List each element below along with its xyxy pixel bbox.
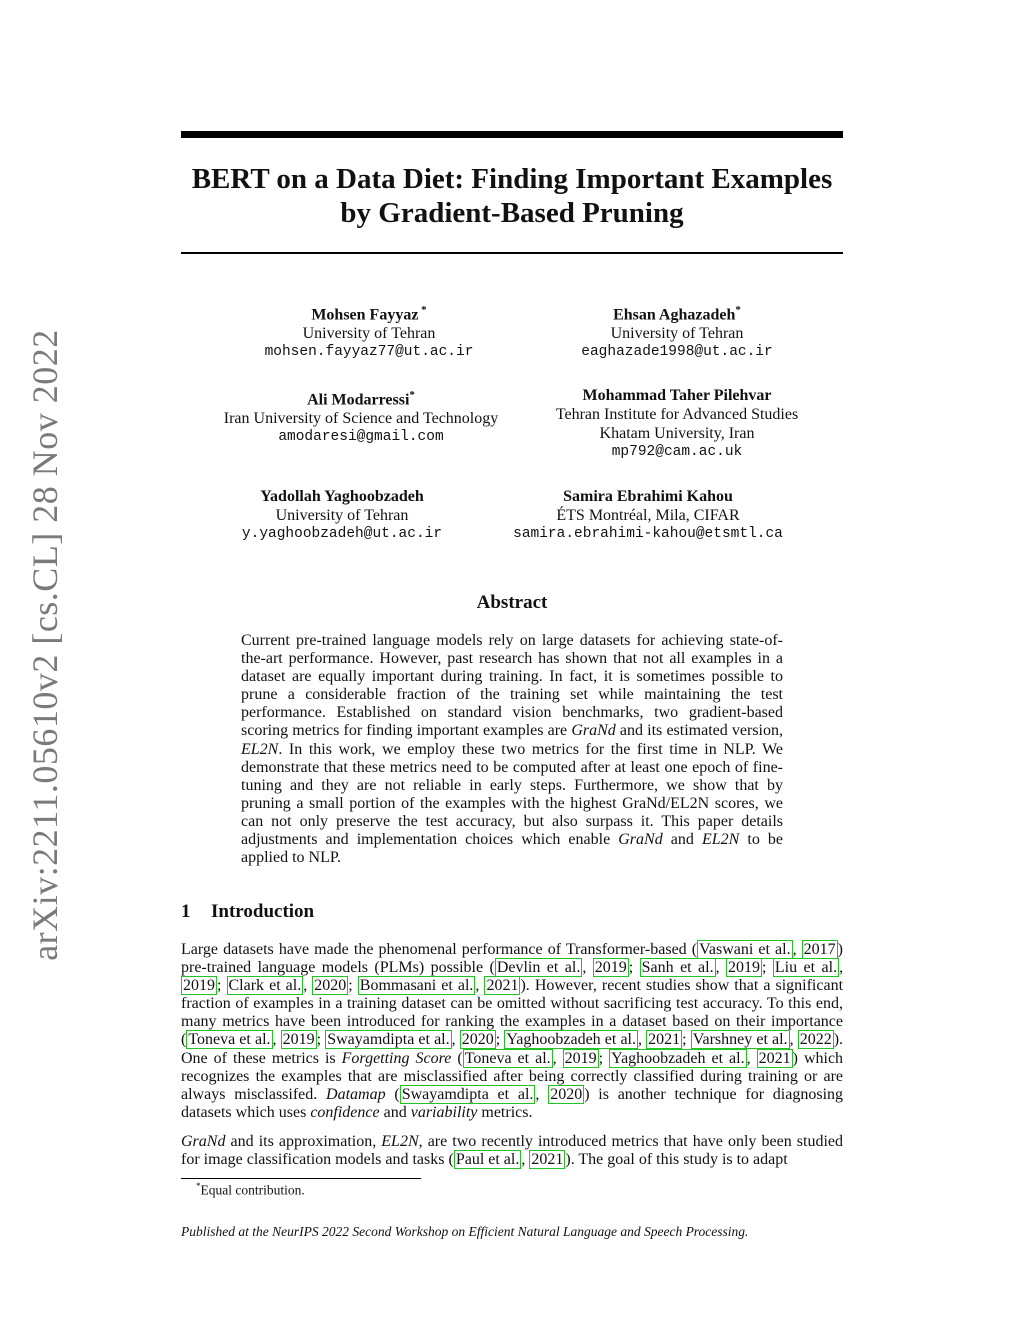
- author-block: [219, 301, 519, 362]
- author-email: y.yaghoobzadeh@ut.ac.ir: [241, 526, 443, 542]
- citation-link[interactable]: Clark et al.: [228, 977, 302, 995]
- paper-title: [181, 162, 843, 230]
- author-name: Ehsan Aghazadeh*: [613, 304, 741, 324]
- citation-link[interactable]: 2019: [594, 959, 627, 977]
- citation-link[interactable]: 2021: [648, 1031, 681, 1049]
- title-line-2: by Gradient-Based Pruning: [340, 197, 684, 229]
- author-affiliation: Tehran Institute for Advanced Studies: [555, 406, 799, 423]
- author-block: [527, 386, 827, 462]
- citation-link[interactable]: Yaghoobzadeh et al.: [506, 1031, 636, 1049]
- citation-link[interactable]: 2021: [486, 977, 519, 995]
- citation-link[interactable]: Devlin et al.: [496, 959, 581, 977]
- citation-link[interactable]: Sanh et al.: [641, 959, 714, 977]
- abstract-body: Current pre-trained language models rely on large datasets for achieving state-of-the-art performance. However, past research has shown that not all examples in a dataset are equally important during training. In fact, it is sometimes possible to prune a considerable fraction of the training set while maintaining the test performance. Established on standard vision benchmarks, two gradient-based scoring metrics for finding important examples are GraNd and its estimated version, EL2N. In this work, we employ these two metrics for the first time in NLP. We demonstrate that these metrics need to be computed after at least one epoch of fine-tuning and they are not reliable in early steps. Furthermore, we show that by pruning a small portion of the examples with the highest GraNd/EL2N scores, we can not only preserve the test accuracy, but also surpass it. This paper details adjustments and implementation choices which enable GraNd and EL2N to be applied to NLP.: [241, 632, 784, 867]
- section-heading: 1 Introduction: [181, 901, 315, 922]
- citation-link[interactable]: 2021: [531, 1151, 564, 1169]
- citation-link[interactable]: 2019: [282, 1031, 315, 1049]
- citation-link[interactable]: Swayamdipta et al.: [401, 1085, 534, 1103]
- footnote-rule: [181, 1178, 421, 1179]
- citation-link[interactable]: Toneva et al.: [188, 1031, 271, 1049]
- author-email: eaghazade1998@ut.ac.ir: [581, 344, 773, 361]
- publication-note: Published at the NeurIPS 2022 Second Workshop on Efficient Natural Language and Speech Processing.: [181, 1224, 749, 1239]
- author-name: Mohammad Taher Pilehvar: [582, 387, 772, 404]
- author-affiliation: Iran University of Science and Technology: [223, 410, 499, 428]
- citation-link[interactable]: 2019: [564, 1049, 597, 1067]
- author-email: samira.ebrahimi-kahou@etsmtl.ca: [513, 526, 783, 542]
- title-top-rule: [181, 131, 843, 138]
- citation-link[interactable]: 2021: [758, 1049, 791, 1067]
- citation-link[interactable]: Varshney et al.: [692, 1031, 788, 1049]
- arxiv-identifier: [20, 329, 70, 961]
- author-email: amodaresi@gmail.com: [278, 429, 444, 446]
- citation-link[interactable]: Yaghoobzadeh et al.: [611, 1049, 745, 1067]
- author-name: Mohsen Fayyaz *: [311, 304, 427, 324]
- citation-link[interactable]: Bommasani et al.: [359, 977, 474, 995]
- author-affiliation: ÉTS Montréal, Mila, CIFAR: [556, 507, 740, 524]
- author-block: [206, 386, 516, 447]
- citation-link[interactable]: Swayamdipta et al.: [327, 1031, 450, 1049]
- title-bottom-rule: [181, 252, 843, 254]
- citation-link[interactable]: Toneva et al.: [464, 1049, 551, 1067]
- footnote: *Equal contribution.: [196, 1181, 305, 1198]
- author-block: [192, 487, 492, 544]
- citation-link[interactable]: 2020: [550, 1085, 583, 1103]
- intro-paragraph-2: GraNd and its approximation, EL2N, are two recently introduced metrics that have only been studied for image classification models and tasks ( Paul et al. , 2021 ). The goal of this study is to adapt: [181, 1133, 843, 1169]
- citation-link[interactable]: Paul et al.: [455, 1151, 520, 1169]
- abstract-heading: Abstract: [476, 592, 548, 613]
- arxiv-id-text: arXiv:2211.05610v2 [cs.CL] 28 Nov 2022: [25, 329, 65, 961]
- author-affiliation: University of Tehran: [302, 325, 436, 343]
- citation-link[interactable]: 2020: [461, 1031, 494, 1049]
- citation-link[interactable]: 2017: [803, 941, 836, 958]
- citation-link[interactable]: Liu et al.: [774, 959, 838, 977]
- author-name: Ali Modarressi*: [307, 389, 415, 409]
- author-name: Yadollah Yaghoobzadeh: [260, 488, 424, 505]
- author-email: mohsen.fayyaz77@ut.ac.ir: [264, 344, 474, 361]
- author-affiliation: University of Tehran: [610, 325, 744, 343]
- citation-link[interactable]: 2019: [728, 959, 761, 977]
- citation-link[interactable]: 2020: [314, 977, 347, 995]
- author-block: [527, 301, 827, 362]
- citation-link[interactable]: 2019: [183, 977, 215, 995]
- author-block: [498, 487, 798, 544]
- author-affiliation: University of Tehran: [275, 507, 409, 524]
- author-name: Samira Ebrahimi Kahou: [563, 488, 733, 505]
- title-line-1: BERT on a Data Diet: Finding Important Examples: [191, 163, 833, 195]
- intro-paragraph-1: Large datasets have made the phenomenal performance of Transformer-based ( Vaswani et al. , 2017 ) pre-trained language models (PLMs) possible ( Devlin et al. , 2019 ; Sanh et al. , 2019 ; Liu et al. , 2019 ; Clark et al. , 2020 ; Bommasani et al. , 2021 ). However, recent studies show that a significant fraction of examples in a training dataset can be omitted without sacrificing test accuracy. To this end, many metrics have been introduced for ranking the examples in a dataset based on their importance ( Toneva et al. , 2019 ; Swayamdipta et al. , 2020 ; Yaghoobzadeh et al. , 2021 ; Varshney et al. , 2022 ). One of these metrics is Forgetting Score ( Toneva et al. , 2019 ; Yaghoobzadeh et al. , 2021 ) which recognizes the examples that are misclassified after being correctly classified during training or are always misclassifed. Datamap ( Swayamdipta et al. , 2020 ) is another technique for diagnosing datasets which uses confidence and variability metrics.: [181, 941, 844, 1121]
- citation-link[interactable]: Vaswani et al.: [699, 941, 791, 958]
- author-affiliation-2: Khatam University, Iran: [599, 425, 755, 442]
- citation-link[interactable]: 2022: [799, 1031, 832, 1049]
- author-email: mp792@cam.ac.uk: [611, 444, 743, 460]
